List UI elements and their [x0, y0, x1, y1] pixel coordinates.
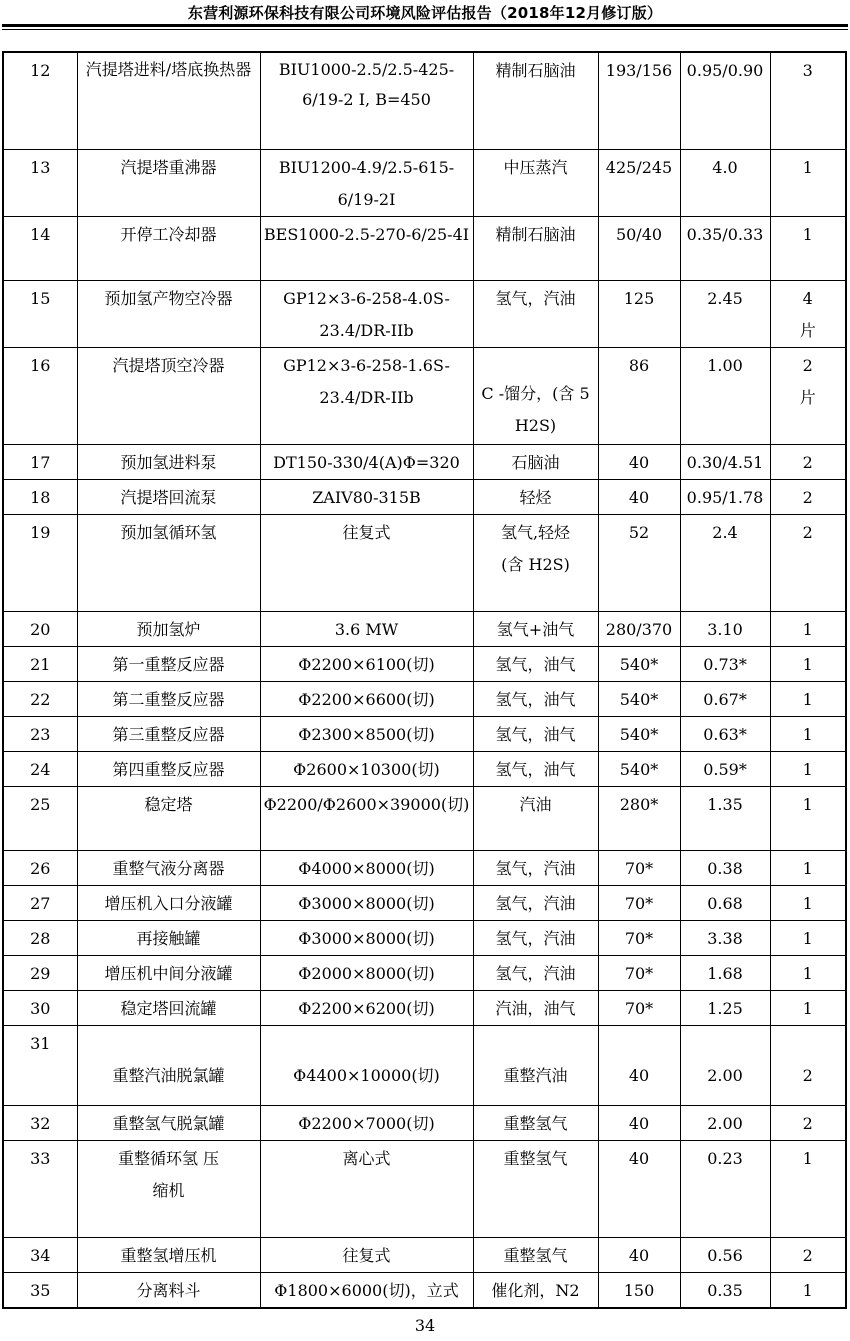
cell-no: 12: [3, 52, 77, 149]
cell-spec: Φ2200×6600(切): [260, 681, 473, 716]
cell-medium: 氢气，汽油: [473, 850, 598, 885]
cell-medium: 氢气，油气: [473, 751, 598, 786]
cell-no: 13: [3, 149, 77, 216]
cell-no: 32: [3, 1105, 77, 1140]
cell-pressure: 0.73*: [680, 646, 770, 681]
cell-name: 第四重整反应器: [77, 751, 260, 786]
cell-name: 重整气液分离器: [77, 850, 260, 885]
cell-name: 增压机中间分液罐: [77, 955, 260, 990]
cell-medium: 氢气，汽油: [473, 955, 598, 990]
cell-medium: 氢气，汽油: [473, 280, 598, 347]
cell-temperature: 70*: [598, 850, 680, 885]
cell-medium: 汽油: [473, 786, 598, 850]
cell-spec: 往复式: [260, 1237, 473, 1272]
table-row: [3, 514, 846, 611]
cell-temperature: 50/40: [598, 216, 680, 280]
cell-name: 稳定塔: [77, 786, 260, 850]
header-rule-thick: [2, 24, 848, 27]
cell-spec: GP12×3-6-258-4.0S-23.4/DR-IIb: [260, 280, 473, 347]
equipment-table: [2, 51, 847, 1309]
cell-pressure: 1.00: [680, 347, 770, 444]
cell-pressure: 1.35: [680, 786, 770, 850]
cell-quantity: 1: [770, 920, 846, 955]
cell-name: 预加氢进料泵: [77, 444, 260, 479]
table-row: [3, 1237, 846, 1272]
cell-medium: 重整氢气: [473, 1105, 598, 1140]
cell-no: 19: [3, 514, 77, 611]
cell-pressure: 0.56: [680, 1237, 770, 1272]
cell-quantity: 1: [770, 611, 846, 646]
table-row: [3, 52, 846, 149]
cell-spec: Φ1800×6000(切)，立式: [260, 1272, 473, 1308]
page-header: [0, 0, 850, 28]
cell-temperature: 540*: [598, 681, 680, 716]
cell-name: 开停工冷却器: [77, 216, 260, 280]
cell-pressure: 0.35/0.33: [680, 216, 770, 280]
cell-spec: ZAIV80-315B: [260, 479, 473, 514]
cell-temperature: 70*: [598, 955, 680, 990]
cell-temperature: 125: [598, 280, 680, 347]
cell-name: 重整汽油脱氯罐: [77, 1025, 260, 1105]
cell-no: 28: [3, 920, 77, 955]
cell-name: 再接触罐: [77, 920, 260, 955]
cell-quantity: 1: [770, 955, 846, 990]
table-row: [3, 280, 846, 347]
cell-medium: 精制石脑油: [473, 216, 598, 280]
cell-quantity: 1: [770, 885, 846, 920]
cell-pressure: 0.68: [680, 885, 770, 920]
cell-no: 22: [3, 681, 77, 716]
table-row: [3, 885, 846, 920]
cell-temperature: 425/245: [598, 149, 680, 216]
cell-no: 25: [3, 786, 77, 850]
cell-pressure: 0.30/4.51: [680, 444, 770, 479]
cell-no: 34: [3, 1237, 77, 1272]
cell-temperature: 40: [598, 479, 680, 514]
cell-spec: Φ4000×8000(切): [260, 850, 473, 885]
cell-medium: 重整汽油: [473, 1025, 598, 1105]
cell-pressure: 3.10: [680, 611, 770, 646]
cell-pressure: 0.35: [680, 1272, 770, 1308]
cell-name: 分离料斗: [77, 1272, 260, 1308]
cell-quantity: 1: [770, 850, 846, 885]
cell-pressure: 2.00: [680, 1025, 770, 1105]
cell-medium: 重整氢气: [473, 1140, 598, 1237]
table-row: [3, 479, 846, 514]
cell-no: 33: [3, 1140, 77, 1237]
table-row: [3, 786, 846, 850]
table-row: [3, 681, 846, 716]
report-title: 东营利源环保科技有限公司环境风险评估报告（2018年12月修订版）: [187, 4, 663, 22]
cell-pressure: 4.0: [680, 149, 770, 216]
cell-name: 预加氢循环氢: [77, 514, 260, 611]
cell-quantity: 1: [770, 149, 846, 216]
cell-quantity: 2: [770, 514, 846, 611]
cell-temperature: 40: [598, 444, 680, 479]
table-row: [3, 1025, 846, 1105]
cell-name-text: 汽提塔进料/塔底换热器: [85, 60, 252, 79]
cell-quantity: 1: [770, 1140, 846, 1237]
cell-pressure: 0.63*: [680, 716, 770, 751]
cell-no: 23: [3, 716, 77, 751]
cell-medium: C -馏分，(含 5 H2S): [473, 347, 598, 444]
cell-name: 汽提塔回流泵: [77, 479, 260, 514]
cell-medium: 氢气，油气: [473, 681, 598, 716]
cell-name: 汽提塔顶空冷器: [77, 347, 260, 444]
table-row: [3, 646, 846, 681]
cell-temperature: 40: [598, 1025, 680, 1105]
cell-quantity: 1: [770, 646, 846, 681]
table-row: [3, 611, 846, 646]
cell-medium: 氢气+油气: [473, 611, 598, 646]
table-row: [3, 444, 846, 479]
cell-quantity: 2: [770, 1105, 846, 1140]
cell-medium: 氢气，油气: [473, 646, 598, 681]
cell-pressure: 3.38: [680, 920, 770, 955]
cell-quantity: 2: [770, 1025, 846, 1105]
cell-pressure: 1.68: [680, 955, 770, 990]
table-row: [3, 920, 846, 955]
cell-quantity: 4片: [770, 280, 846, 347]
cell-name: 重整氢增压机: [77, 1237, 260, 1272]
table-row: [3, 149, 846, 216]
cell-name: 稳定塔回流罐: [77, 990, 260, 1025]
cell-quantity: 2: [770, 479, 846, 514]
cell-no: 35: [3, 1272, 77, 1308]
cell-medium: 氢气,轻烃 (含 H2S): [473, 514, 598, 611]
table-row: [3, 1272, 846, 1308]
cell-no: 15: [3, 280, 77, 347]
cell-quantity: 1: [770, 1272, 846, 1308]
cell-pressure: 0.95/1.78: [680, 479, 770, 514]
cell-no: 24: [3, 751, 77, 786]
cell-quantity: 2: [770, 1237, 846, 1272]
cell-temperature: 70*: [598, 990, 680, 1025]
cell-name: 第二重整反应器: [77, 681, 260, 716]
cell-pressure: 2.45: [680, 280, 770, 347]
cell-temperature: 193/156: [598, 52, 680, 149]
cell-no: 26: [3, 850, 77, 885]
cell-temperature: 540*: [598, 751, 680, 786]
cell-name: [77, 52, 260, 149]
cell-medium: 轻烃: [473, 479, 598, 514]
cell-no: 21: [3, 646, 77, 681]
cell-temperature: 86: [598, 347, 680, 444]
cell-medium: 石脑油: [473, 444, 598, 479]
cell-medium: 氢气，汽油: [473, 885, 598, 920]
cell-spec: Φ3000×8000(切): [260, 885, 473, 920]
cell-quantity: 2: [770, 444, 846, 479]
cell-quantity: 1: [770, 716, 846, 751]
table-row: [3, 347, 846, 444]
cell-name: 预加氢产物空冷器: [77, 280, 260, 347]
cell-no: 17: [3, 444, 77, 479]
cell-temperature: 52: [598, 514, 680, 611]
cell-temperature: 40: [598, 1105, 680, 1140]
cell-temperature: 540*: [598, 646, 680, 681]
cell-no: 30: [3, 990, 77, 1025]
cell-name: 预加氢炉: [77, 611, 260, 646]
cell-no: 27: [3, 885, 77, 920]
cell-spec-text: BIU1000-2.5/2.5-425-6/19-2 I, B=450: [278, 60, 455, 109]
cell-no: 29: [3, 955, 77, 990]
table-row: [3, 955, 846, 990]
cell-quantity: 2片: [770, 347, 846, 444]
cell-spec: Φ2200×7000(切): [260, 1105, 473, 1140]
cell-pressure: 1.25: [680, 990, 770, 1025]
cell-no: 18: [3, 479, 77, 514]
cell-spec: [260, 52, 473, 149]
cell-no: 31: [3, 1025, 77, 1105]
table-row: [3, 850, 846, 885]
cell-spec: Φ2600×10300(切): [260, 751, 473, 786]
table-row: [3, 716, 846, 751]
cell-medium: 氢气，汽油: [473, 920, 598, 955]
cell-pressure: 0.95/0.90: [680, 52, 770, 149]
cell-pressure: 0.59*: [680, 751, 770, 786]
cell-name: 第三重整反应器: [77, 716, 260, 751]
cell-name: 增压机入口分液罐: [77, 885, 260, 920]
cell-spec: Φ3000×8000(切): [260, 920, 473, 955]
table-row: [3, 1140, 846, 1237]
cell-spec: GP12×3-6-258-1.6S-23.4/DR-IIb: [260, 347, 473, 444]
cell-temperature: 280*: [598, 786, 680, 850]
cell-name: 第一重整反应器: [77, 646, 260, 681]
cell-temperature: 70*: [598, 920, 680, 955]
cell-name: 汽提塔重沸器: [77, 149, 260, 216]
cell-temperature: 280/370: [598, 611, 680, 646]
cell-pressure: 0.67*: [680, 681, 770, 716]
cell-spec: DT150-330/4(A)Φ=320: [260, 444, 473, 479]
cell-no: 16: [3, 347, 77, 444]
cell-spec: Φ2200×6100(切): [260, 646, 473, 681]
cell-spec: Φ2200×6200(切): [260, 990, 473, 1025]
cell-spec: Φ2000×8000(切): [260, 955, 473, 990]
cell-temperature: 40: [598, 1237, 680, 1272]
cell-pressure: 0.23: [680, 1140, 770, 1237]
cell-temperature: 150: [598, 1272, 680, 1308]
cell-quantity: 1: [770, 681, 846, 716]
cell-medium: 中压蒸汽: [473, 149, 598, 216]
cell-quantity: 1: [770, 990, 846, 1025]
header-rule-thin: [2, 29, 848, 30]
cell-quantity: 1: [770, 786, 846, 850]
table-row: [3, 990, 846, 1025]
cell-quantity: 1: [770, 216, 846, 280]
cell-temperature: 70*: [598, 885, 680, 920]
cell-pressure: 2.00: [680, 1105, 770, 1140]
cell-spec: Φ2300×8500(切): [260, 716, 473, 751]
cell-spec: 往复式: [260, 514, 473, 611]
cell-name: 重整氢气脱氯罐: [77, 1105, 260, 1140]
cell-temperature: 40: [598, 1140, 680, 1237]
cell-spec: 离心式: [260, 1140, 473, 1237]
cell-temperature: 540*: [598, 716, 680, 751]
cell-quantity: 1: [770, 751, 846, 786]
page-number: 34: [414, 1316, 436, 1335]
cell-no: 14: [3, 216, 77, 280]
cell-medium: 氢气，油气: [473, 716, 598, 751]
table-row: [3, 1105, 846, 1140]
cell-pressure: 0.38: [680, 850, 770, 885]
table-row: [3, 216, 846, 280]
cell-medium: 汽油，油气: [473, 990, 598, 1025]
cell-quantity: 3: [770, 52, 846, 149]
cell-spec: BES1000-2.5-270-6/25-4I: [260, 216, 473, 280]
cell-no: 20: [3, 611, 77, 646]
cell-spec: Φ2200/Φ2600×39000(切): [260, 786, 473, 850]
cell-spec: 3.6 MW: [260, 611, 473, 646]
cell-spec: BIU1200-4.9/2.5-615-6/19-2I: [260, 149, 473, 216]
cell-spec: Φ4400×10000(切): [260, 1025, 473, 1105]
table-row: [3, 751, 846, 786]
cell-name: 重整循环氢 压缩机: [77, 1140, 260, 1237]
cell-medium: 催化剂，N2: [473, 1272, 598, 1308]
cell-pressure: 2.4: [680, 514, 770, 611]
cell-medium: 精制石脑油: [473, 52, 598, 149]
cell-medium: 重整氢气: [473, 1237, 598, 1272]
